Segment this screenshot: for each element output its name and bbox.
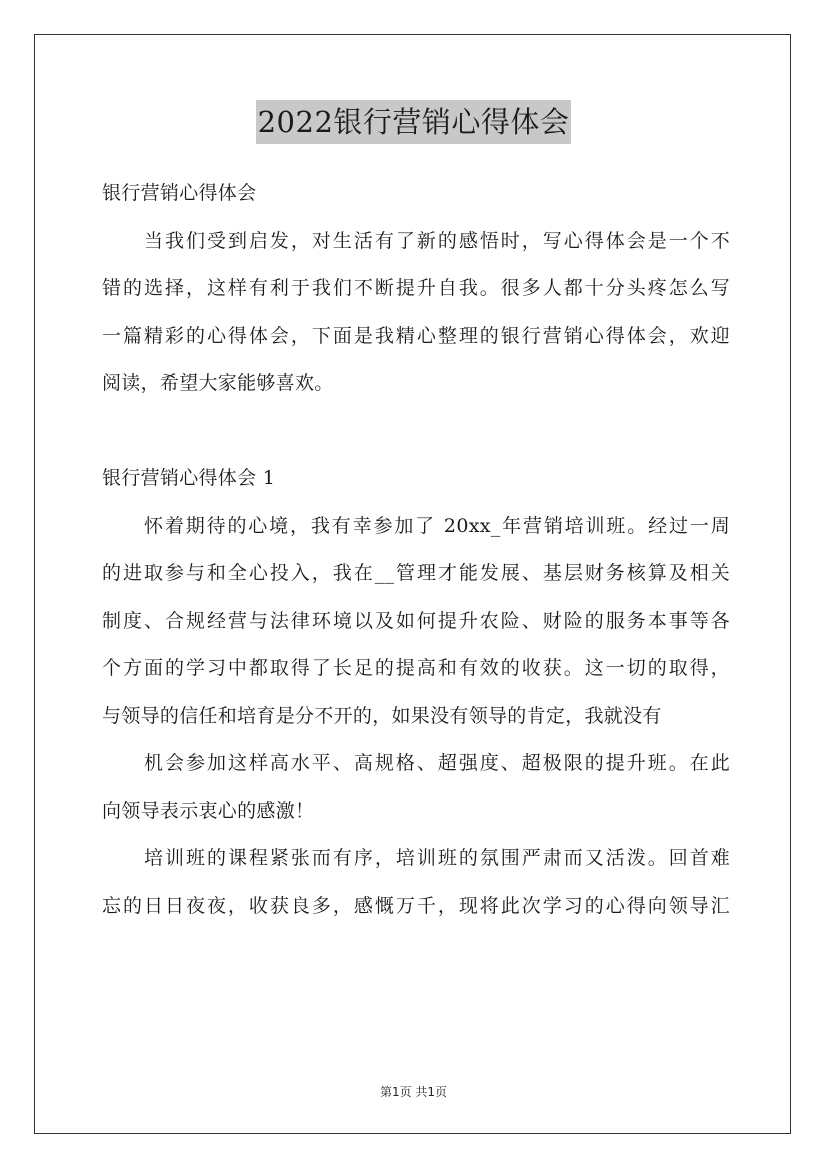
document-title: 2022银行营销心得体会: [256, 100, 572, 144]
paragraph-line: 一篇精彩的心得体会，下面是我精心整理的银行营销心得体会，欢迎: [102, 324, 730, 347]
paragraph-line: 个方面的学习中都取得了长足的提高和有效的收获。这一切的取得，: [102, 657, 730, 679]
paragraph-line: 错的选择，这样有利于我们不断提升自我。很多人都十分头疼怎么写: [102, 277, 730, 299]
page-footer: 第1页 共1页: [379, 1085, 448, 1099]
paragraph-line: 阅读，希望大家能够喜欢。: [102, 372, 334, 394]
paragraph-line: 怀着期待的心境，我有幸参加了 20xx_年营销培训班。经过一周: [144, 514, 730, 537]
paragraph-line: 制度、合规经营与法律环境以及如何提升农险、财险的服务本事等各: [102, 609, 730, 632]
paragraph-line: 培训班的课程紧张而有序，培训班的氛围严肃而又活泼。回首难: [144, 847, 730, 869]
paragraph-line: 向领导表示衷心的感激！: [102, 799, 315, 822]
paragraph-line: 当我们受到启发，对生活有了新的感悟时，写心得体会是一个不: [144, 229, 730, 252]
document-body: [102, 170, 730, 930]
paragraph-line: 机会参加这样高水平、高规格、超强度、超极限的提升班。在此: [144, 752, 730, 774]
subtitle: 银行营销心得体会: [102, 182, 257, 204]
section-heading: 银行营销心得体会 1: [102, 467, 276, 489]
blank-line: [102, 408, 730, 456]
paragraph-line: 的进取参与和全心投入，我在__管理才能发展、基层财务核算及相关: [102, 562, 730, 584]
paragraph-line: 与领导的信任和培育是分不开的，如果没有领导的肯定，我就没有: [102, 704, 662, 727]
paragraph-line: 忘的日日夜夜，收获良多，感慨万千，现将此次学习的心得向领导汇: [102, 894, 730, 917]
title-container: [0, 100, 827, 144]
